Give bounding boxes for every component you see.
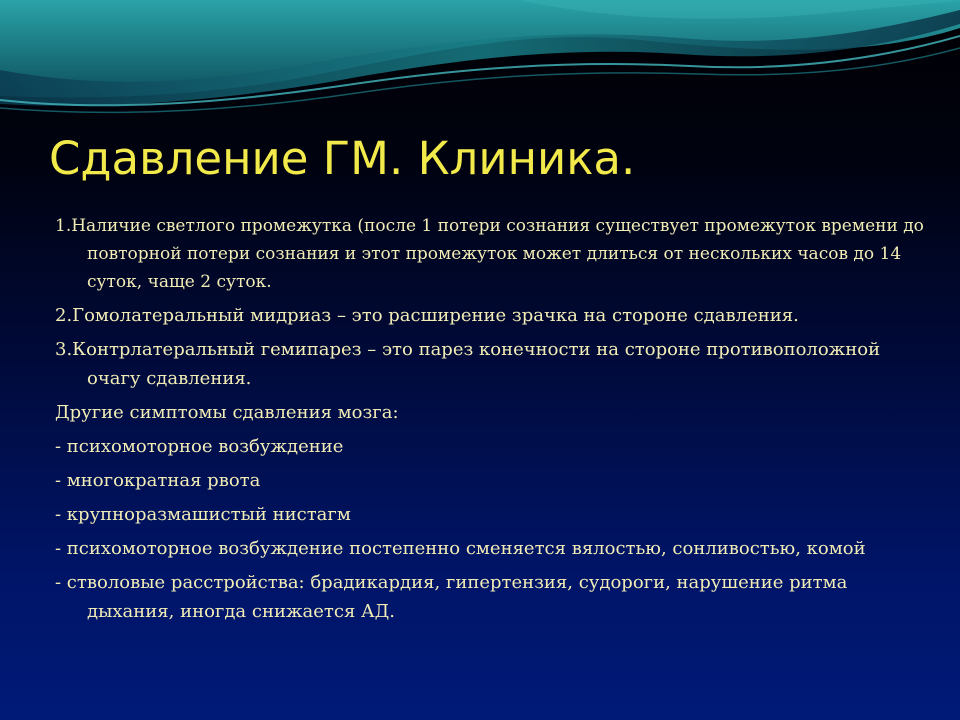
list-item: - стволовые расстройства: брадикардия, гипертензия, судороги, нарушение ритма дыхания, иногда снижается АД. [55, 572, 848, 622]
list-item: Другие симптомы сдавления мозга: [55, 402, 399, 423]
list-item: - психомоторное возбуждение [55, 436, 344, 457]
list-item: 1.Наличие светлого промежутка (после 1 потери сознания существует промежуток времени до повторной потери сознания и этот промежуток может длиться от нескольких часов до 14 суток, чаще 2 суток. [55, 216, 924, 292]
wave-decoration [0, 0, 960, 140]
list-item: - многократная рвота [55, 470, 261, 491]
list-item: - психомоторное возбуждение постепенно сменяется вялостью, сонливостью, комой [55, 538, 866, 559]
list-item: 3.Контрлатеральный гемипарез – это парез конечности на стороне противоположной очагу сдавления. [55, 339, 881, 389]
list-item: 2.Гомолатеральный мидриаз – это расширение зрачка на стороне сдавления. [55, 305, 799, 326]
list-item: - крупноразмашистый нистагм [55, 504, 351, 525]
slide-title: Сдавление ГМ. Клиника. [49, 132, 636, 185]
slide-body [55, 212, 935, 626]
